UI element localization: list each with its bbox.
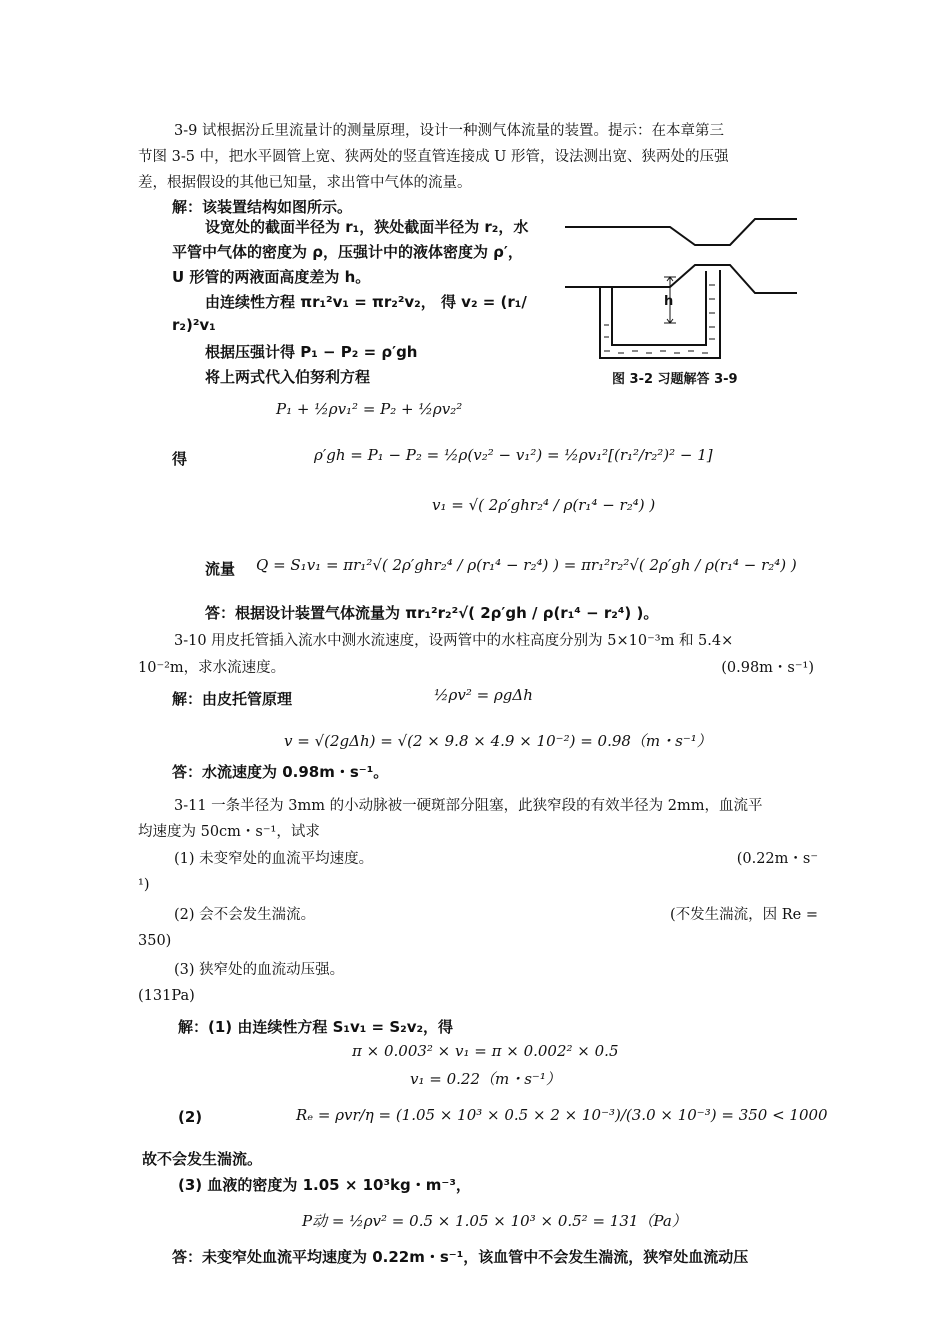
problem-3-9-line2: 节图 3-5 中，把水平圆管上宽、狭两处的竖直管连接成 U 形管，设法测出宽、狭两处的压强 bbox=[138, 149, 729, 165]
pipe-top-wall bbox=[565, 219, 797, 245]
solution-part3: (3) 血液的密度为 1.05 × 10³kg・m⁻³， bbox=[178, 1176, 471, 1194]
solution-intro: 解：该装置结构如图所示。 bbox=[172, 198, 353, 216]
dynamic-pressure-equation: P动 = ½ρv² = 0.5 × 1.05 × 10³ × 0.5² = 131（Pa） bbox=[302, 1212, 687, 1230]
solution-line: 平管中气体的密度为 ρ，压强计中的液体密度为 ρ′， bbox=[172, 243, 523, 261]
solution-part2-label: (2) bbox=[178, 1108, 203, 1126]
answer-3-11: 答：未变窄处血流平均速度为 0.22m・s⁻¹，该血管中不会发生湍流，狭窄处血流动压 bbox=[172, 1248, 749, 1266]
question-2: (2) 会不会发生湍流。 bbox=[174, 907, 316, 923]
solution-line: U 形管的两液面高度差为 h。 bbox=[172, 268, 371, 286]
answer-hint-cont: 350) bbox=[138, 933, 172, 949]
continuity-equation-cont: r₂)²v₁ bbox=[172, 316, 216, 334]
problem-3-9-line3: 差，根据假设的其他已知量，求出管中气体的流量。 bbox=[138, 175, 472, 191]
solution-3-10: 解：由皮托管原理 bbox=[172, 690, 293, 708]
velocity-result: v₁ = 0.22（m・s⁻¹） bbox=[410, 1070, 561, 1088]
problem-3-11-line1: 3-11 一条半径为 3mm 的小动脉被一硬斑部分阻塞，此狭窄段的有效半径为 2mm，血流平 bbox=[174, 798, 763, 814]
solution-line: 将上两式代入伯努利方程 bbox=[205, 368, 371, 386]
pitot-equation: ½ρv² = ρgΔh bbox=[434, 686, 533, 704]
venturi-u-tube-figure bbox=[560, 205, 800, 395]
answer-hint: (0.98m・s⁻¹) bbox=[721, 660, 814, 676]
height-label: h bbox=[664, 294, 674, 309]
answer-hint-cont: ¹) bbox=[138, 877, 150, 893]
bernoulli-equation: P₁ + ½ρv₁² = P₂ + ½ρv₂² bbox=[276, 400, 463, 418]
question-1: (1) 未变窄处的血流平均速度。 bbox=[174, 851, 374, 867]
pressure-difference-equation: ρ′gh = P₁ − P₂ = ½ρ(v₂² − v₁²) = ½ρv₁²[(r₁²/r₂²)² − 1] bbox=[314, 446, 713, 464]
continuity-substitution: π × 0.003² × v₁ = π × 0.002² × 0.5 bbox=[352, 1042, 619, 1060]
liquid-hatching bbox=[604, 285, 715, 353]
figure-caption: 图 3-2 习题解答 3-9 bbox=[612, 372, 738, 387]
problem-3-9-line1: 3-9 试根据汾丘里流量计的测量原理，设计一种测气体流量的装置。提示：在本章第三 bbox=[174, 123, 724, 139]
continuity-equation: 由连续性方程 πr₁²v₁ = πr₂²v₂， 得 v₂ = (r₁/ bbox=[205, 293, 527, 311]
velocity-equation: v₁ = √( 2ρ′ghr₂⁴ / ρ(r₁⁴ − r₂⁴) ) bbox=[432, 496, 656, 514]
solution-part2-conclusion: 故不会发生湍流。 bbox=[142, 1150, 263, 1168]
flow-label: 流量 bbox=[205, 560, 236, 578]
manometer-equation: 根据压强计得 P₁ − P₂ = ρ′gh bbox=[205, 343, 418, 361]
answer-3-10: 答：水流速度为 0.98m・s⁻¹。 bbox=[172, 763, 389, 781]
problem-3-11-line2: 均速度为 50cm・s⁻¹，试求 bbox=[138, 824, 320, 840]
velocity-result: v = √(2gΔh) = √(2 × 9.8 × 4.9 × 10⁻²) = 0.98（m・s⁻¹） bbox=[284, 732, 712, 750]
answer-hint: (不发生湍流，因 Re = bbox=[669, 907, 818, 923]
problem-3-10-line2: 10⁻²m，求水流速度。 bbox=[138, 660, 286, 676]
question-3: (3) 狭窄处的血流动压强。 bbox=[174, 962, 345, 978]
problem-3-10-line1: 3-10 用皮托管插入流水中测水流速度，设两管中的水柱高度分别为 5×10⁻³m 和 5.4× bbox=[174, 633, 734, 649]
u-tube-inner bbox=[612, 271, 706, 345]
solution-line: 设宽处的截面半径为 r₁，狭处截面半径为 r₂，水 bbox=[205, 218, 529, 236]
therefore-label: 得 bbox=[172, 450, 188, 468]
answer-hint: (131Pa) bbox=[138, 988, 195, 1004]
flow-equation: Q = S₁v₁ = πr₁²√( 2ρ′ghr₂⁴ / ρ(r₁⁴ − r₂⁴) ) = πr₁²r₂²√( 2ρ′gh / ρ(r₁⁴ − r₂⁴) ) bbox=[256, 556, 797, 574]
answer-3-9: 答：根据设计装置气体流量为 πr₁²r₂²√( 2ρ′gh / ρ(r₁⁴ − r₂⁴) )。 bbox=[205, 604, 659, 622]
reynolds-equation: Rₑ = ρvr/η = (1.05 × 10³ × 0.5 × 2 × 10⁻³)/(3.0 × 10⁻³) = 350 < 1000 bbox=[296, 1106, 828, 1124]
answer-hint: (0.22m・s⁻ bbox=[736, 851, 818, 867]
solution-3-11-part1: 解：(1) 由连续性方程 S₁v₁ = S₂v₂，得 bbox=[178, 1018, 454, 1036]
